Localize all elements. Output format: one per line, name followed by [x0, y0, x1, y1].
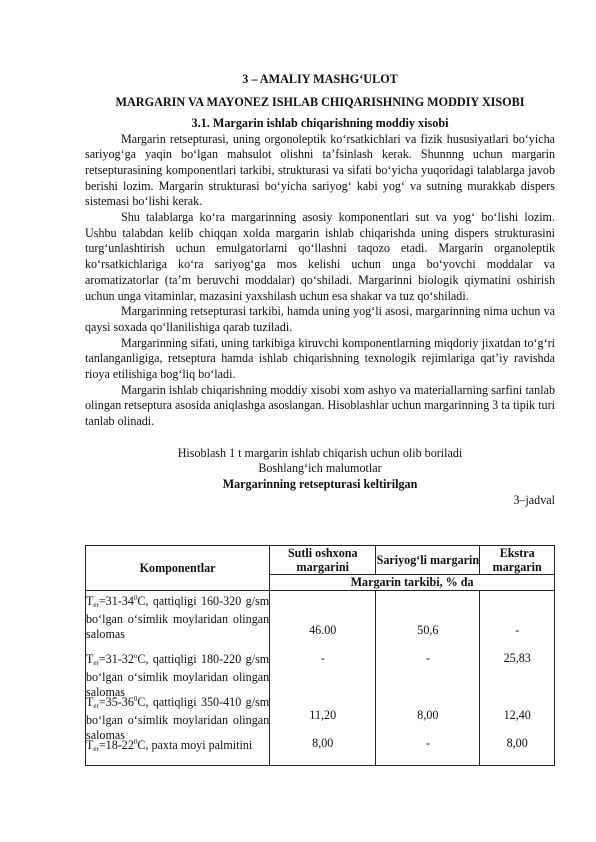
value-cell: 50,6	[417, 622, 439, 637]
header-butter-margarine: Sariyog‘li margarin	[376, 546, 480, 575]
value-cell: 25,83	[503, 651, 531, 666]
header-components: Komponentlar	[86, 546, 270, 591]
table-row	[86, 590, 555, 765]
value-cell: 46.00	[309, 622, 337, 637]
value-cell: 12,40	[503, 707, 531, 722]
paragraph: Margarinning retsepturasi tarkibi, hamda uning yog‘li asosi, margarinning nima uchun va qaysi soxada qo‘llanilishiga qarab tuziladi.	[85, 304, 555, 334]
value-cell: 8,00	[417, 707, 439, 722]
butter-values-cell	[376, 590, 480, 765]
section-title: 3.1. Margarin ishlab chiqarishning moddiy xisobi	[191, 116, 449, 130]
paragraph: Margarin ishlab chiqarishning moddiy xisobi xom ashyo va materiallarning sarfini tanlab olingan retseptura asosida aniqlashga asoslangan. Hisoblashlar uchun margarinning 3 ta tipik turi tanlab olinadi.	[85, 382, 555, 429]
table-number: 3–jadval	[513, 492, 555, 507]
initial-data-label: Boshlang‘ich malumotlar	[258, 461, 382, 476]
milk-values-cell	[270, 590, 376, 765]
extra-values-cell	[480, 590, 555, 765]
table-title: Margarinning retsepturasi keltirilgan	[222, 477, 418, 492]
value-cell: -	[515, 622, 520, 637]
calc-note: Hisoblash 1 t margarin ishlab chiqarish uchun olib boriladi	[177, 445, 463, 460]
value-cell: 11,20	[309, 707, 337, 722]
value-cell: -	[425, 651, 430, 666]
practice-title: 3 – AMALIY MASHG‘ULOT	[242, 72, 398, 86]
paragraph: Margarinning sifati, uning tarkibiga kiruvchi komponentlarning miqdoriy jixatdan to‘g‘ri tanlanganligiga, retseptura hamda ishlab chiqarishning texnologik rejimlariga qat’iy ravishda rioya etilishiga bog‘liq bo‘ladi.	[85, 335, 555, 382]
components-cell	[86, 590, 270, 765]
header-composition: Margarin tarkibi, % da	[270, 575, 555, 591]
paragraph: Shu talablarga ko‘ra margarinning asosiy komponentlari sut va yog‘ bo‘lishi lozim. Ushbu talabdan kelib chiqqan xolda margarin ishlab chiqarishda uning dispers strukturasini turg‘unlashtirish uchun emulgatorlarni qo‘llashni taqozo etadi. Margarin organoleptik ko‘rsatkichlariga ko‘ra sariyog‘ga mos kelishi uchun unga bo‘yovchi moddalar va aromatizatorlar (ta’m beruvchi moddalar) qo‘shiladi. Margarinni biologik qiymatini oshirish uchun unga vitaminlar, mazasini yaxshilash uchun esa shakar va tuz qo‘shiladi.	[85, 210, 555, 303]
value-cell: -	[425, 736, 430, 751]
header-milk-margarine: Sutli oshxona margarini	[270, 546, 376, 575]
component-name: $T_{er}=18-22^0C$, paxta moyi palmitini	[86, 737, 253, 753]
component-name: $T_{er}=31-34^0C$, qattiqligi 160-320 g/sm bo‘lgan o‘simlik moylaridan olingan salomas	[86, 593, 270, 641]
table-header-row	[86, 546, 555, 575]
paragraph: Margarin retsepturasi, uning orgonoleptik ko‘rsatkichlari va fizik hususiyatlari bo‘yicha sariyog‘ga yaqin bo‘lgan mahsulot olishni ta’fsinlash kerak. Shunnng uchun margarin retsepturasining komponentlari tarkibi, strukturasi va sifati bo‘yicha yuqoridagi talablarga javob berishi lozim. Margarin strukturasi bo‘yicha sariyog‘ kabi yog‘ va sutning murakkab dispers sistemasi bo‘lishi kerak.	[85, 131, 555, 209]
value-cell: 8,00	[506, 736, 528, 751]
component-name: $T_{er}=31-32^oC$, qattiqligi 180-220 g/sm bo‘lgan o‘simlik moylaridan olingan salomas	[86, 651, 270, 699]
component-name: $T_{er}=35-36^0C$, qattiqligi 350-410 g/sm bo‘lgan o‘simlik moylaridan olingan salomas	[86, 694, 270, 742]
header-extra-margarine: Ekstra margarin	[480, 546, 555, 575]
main-title: MARGARIN VA MAYONEZ ISHLAB CHIQARISHNING MODDIY XISOBI	[115, 94, 525, 109]
value-cell: -	[320, 651, 325, 666]
recipe-table	[85, 545, 555, 766]
document-body	[85, 64, 555, 507]
value-cell: 8,00	[312, 736, 334, 751]
